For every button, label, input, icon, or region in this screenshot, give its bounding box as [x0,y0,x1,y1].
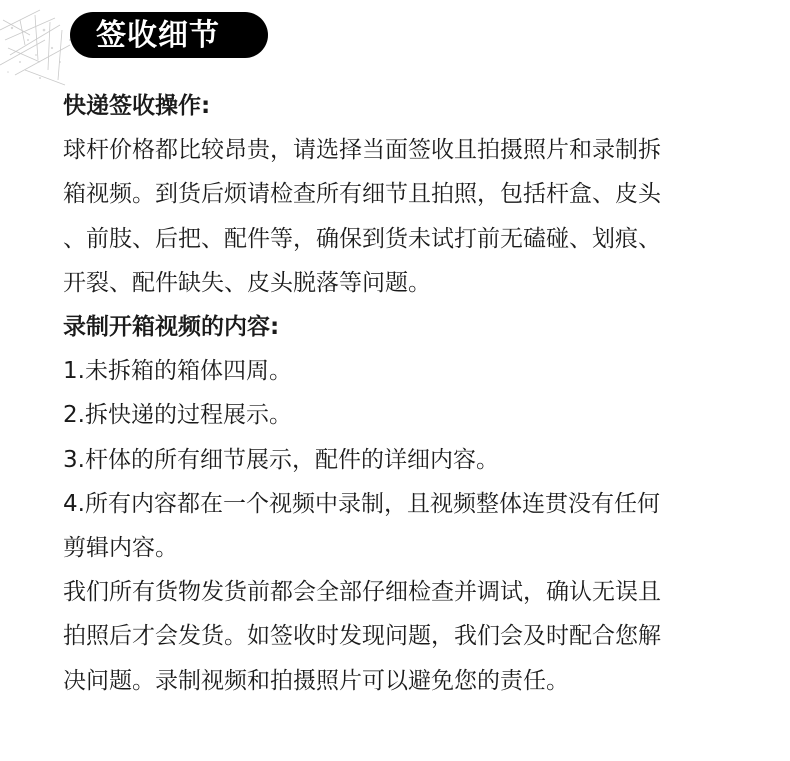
list-item: 4.所有内容都在一个视频中录制，且视频整体连贯没有任何 [63,490,660,517]
heading-sign-for-package: 快递签收操作: [63,93,211,119]
paragraph-line: 开裂、配件缺失、皮头脱落等问题。 [63,269,431,296]
paragraph-line: 、前肢、后把、配件等，确保到货未试打前无磕碰、划痕、 [63,225,661,252]
paragraph-line: 球杆价格都比较昂贵，请选择当面签收且拍摄照片和录制拆 [63,137,661,164]
body-text [63,84,723,703]
heading-unboxing-video: 录制开箱视频的内容: [63,314,280,341]
list-item: 3.杆体的所有细节展示，配件的详细内容。 [63,446,499,473]
list-item: 2.拆快递的过程展示。 [63,402,292,429]
section-title: 签收细节 [96,18,220,53]
paragraph-line: 拍照后才会发货。如签收时发现问题，我们会及时配合您解 [63,623,661,650]
paragraph-line: 决问题。录制视频和拍摄照片可以避免您的责任。 [63,667,569,694]
paragraph-line: 箱视频。到货后烦请检查所有细节且拍照，包括杆盒、皮头 [63,181,661,208]
list-item-continuation: 剪辑内容。 [63,535,178,562]
paragraph-line: 我们所有货物发货前都会全部仔细检查并调试，确认无误且 [63,579,661,606]
list-item: 1.未拆箱的箱体四周。 [63,358,292,385]
